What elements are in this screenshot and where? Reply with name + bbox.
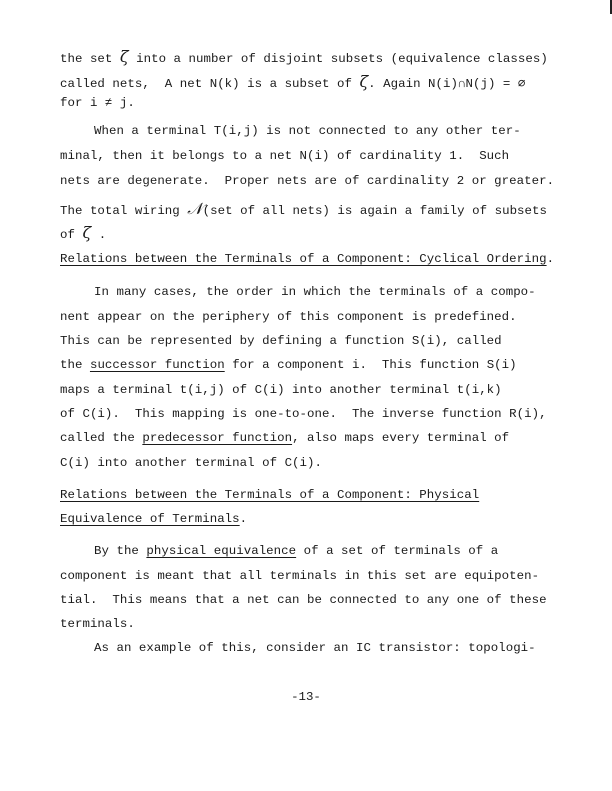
text-run: (set of all nets) is again a family of subsets [202,204,547,218]
text-run: maps a terminal t(i,j) of C(i) into another terminal t(i,k) [60,383,502,397]
text-run: nets are degenerate. Proper nets are of cardinality 2 or greater. [60,174,555,188]
underlined-term: physical equivalence [146,544,297,558]
script-symbol: ζ [82,223,92,242]
text-line [94,285,536,299]
text-run: . [546,252,555,266]
text-line [60,223,106,242]
text-run: The total wiring [60,204,188,218]
text-run: . [239,512,248,526]
text-line [60,310,517,324]
text-line [60,174,554,188]
page-number: -13- [291,690,321,704]
text-line [60,407,547,421]
text-line [60,47,548,66]
text-run: . Again N(i)∩N(j) = ∅ [368,77,526,91]
text-line [60,488,479,502]
text-run: of a set of terminals of a [296,544,499,558]
underlined-term: Relations between the Terminals of a Component: Cyclical Ordering [60,252,547,266]
text-line [60,358,517,372]
underlined-term: Relations between the Terminals of a Component: Physical [60,488,480,502]
text-line [60,617,135,631]
text-line [60,383,502,397]
text-run: . [91,228,107,242]
text-line [60,431,509,445]
text-run: the set [60,52,120,66]
text-run: called nets, A net N(k) is a subset of [60,77,360,91]
text-run: into a number of disjoint subsets (equivalence classes) [128,52,548,66]
text-run: tial. This means that a net can be connected to any one of these [60,593,547,607]
text-line [60,569,539,583]
text-line [94,124,521,138]
text-run: for a component i. This function S(i) [224,358,517,372]
text-run: C(i) into another terminal of C(i). [60,456,322,470]
text-run: , also maps every terminal of [292,431,510,445]
text-line [60,149,509,163]
text-line [60,72,525,91]
underlined-term: successor function [89,358,225,372]
underlined-term: predecessor function [142,431,293,445]
text-line [60,456,322,470]
text-run: of C(i). This mapping is one-to-one. The inverse function R(i), [60,407,547,421]
text-run: In many cases, the order in which the terminals of a compo- [94,285,536,299]
text-run: minal, then it belongs to a net N(i) of cardinality 1. Such [60,149,510,163]
text-run: nent appear on the periphery of this component is predefined. [60,310,517,324]
text-line [60,252,554,266]
text-run: for i ≠ j. [60,96,135,110]
text-run: the [60,358,90,372]
text-run: terminals. [60,617,135,631]
text-run: called the [60,431,143,445]
text-line [60,199,547,219]
text-line [94,544,498,558]
text-run: component is meant that all terminals in this set are equipoten- [60,569,540,583]
text-line [60,512,247,526]
text-run: of [60,228,83,242]
text-line [60,593,547,607]
text-run: By the [94,544,147,558]
script-symbol: ζ [359,72,369,91]
text-line [94,641,536,655]
text-run: When a terminal T(i,j) is not connected to any other ter- [94,124,521,138]
text-run: As an example of this, consider an IC transistor: topologi- [94,641,536,655]
text-line [60,96,135,110]
script-symbol: ζ [119,47,129,66]
underlined-term: Equivalence of Terminals [60,512,240,526]
text-line [60,334,502,348]
script-symbol: 𝒩 [187,199,203,218]
text-run: This can be represented by defining a function S(i), called [60,334,502,348]
